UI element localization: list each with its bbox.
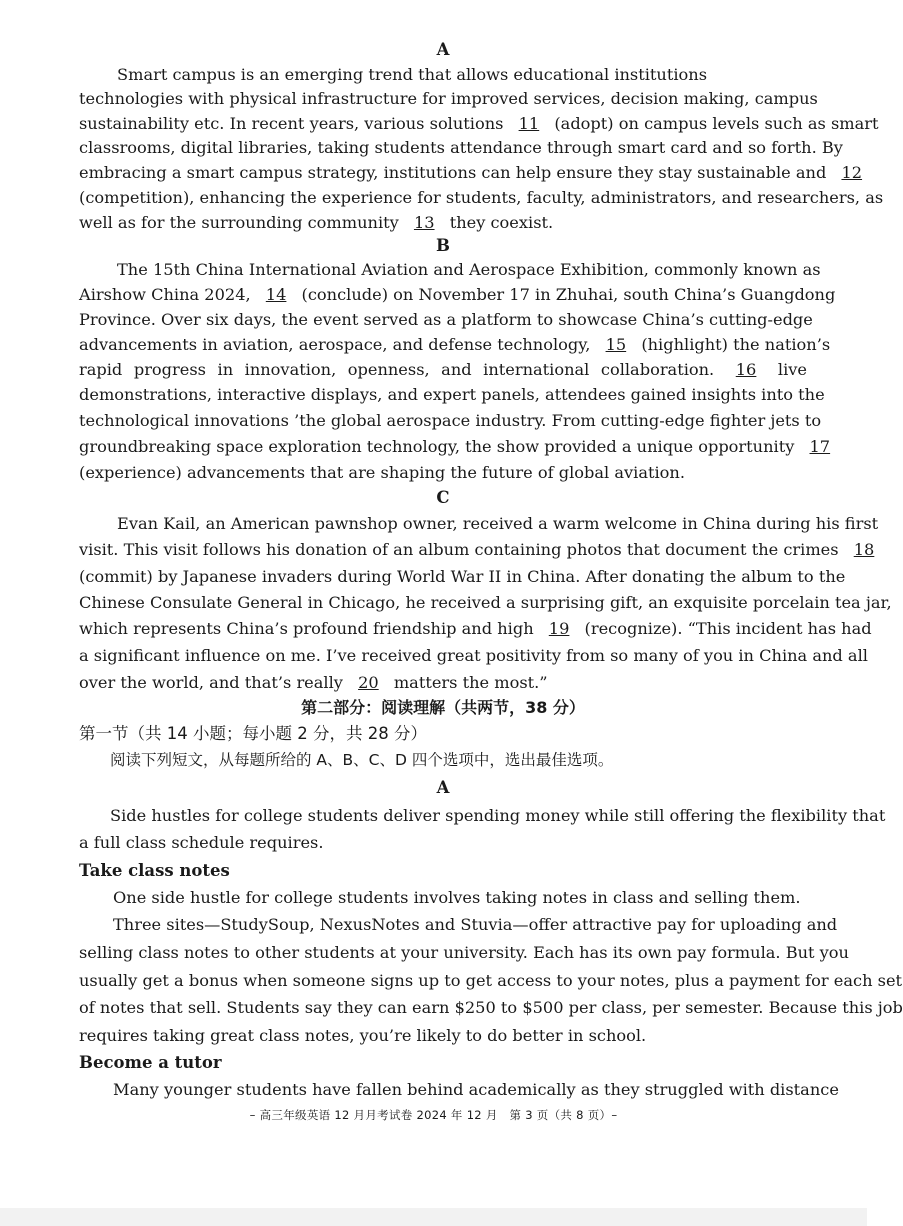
blank-11[interactable]: 11 [518,114,540,133]
reading-a-intro-line: a full class schedule requires. [79,833,324,852]
blank-19[interactable]: 19 [548,619,570,638]
section-c-line: over the world, and that’s really 20 matters the most.” [79,673,548,692]
blank-15[interactable]: 15 [605,335,627,354]
section-c-line: Chinese Consulate General in Chicago, he received a surprising gift, an exquisite porcelain tea jar, [79,593,892,612]
part-two-instruction: 阅读下列短文，从每题所给的 A、B、C、D 四个选项中，选出最佳选项。 [110,751,614,769]
section-a-line: sustainability etc. In recent years, various solutions 11 (adopt) on campus levels such as smart [79,114,879,133]
section-b-line: demonstrations, interactive displays, and expert panels, attendees gained insights into the [79,385,825,404]
section-c-line: visit. This visit follows his donation of an album containing photos that document the crimes 18 [79,540,807,560]
subheading-take-class-notes: Take class notes [79,861,230,880]
section-b-line: technological innovations ’the global aerospace industry. From cutting-edge fighter jets to [79,411,822,430]
section-b-line: advancements in aviation, aerospace, and defense technology, 15 (highlight) the nation’s [79,335,831,354]
reading-a-paragraph-line: One side hustle for college students involves taking notes in class and selling them. [113,888,801,907]
section-b-heading: B [436,236,450,255]
section-b-line: rapid progress in innovation, openness, and international collaboration. 16 live [79,360,807,379]
page-footer: – 高三年级英语 12 月月考试卷 2024 年 12 月 第 3 页（共 8 页）– [249,1108,618,1122]
section-b-line: The 15th China International Aviation and Aerospace Exhibition, commonly known as [117,260,821,279]
reading-a-intro-line: Side hustles for college students deliver spending money while still offering the flexibility that [110,806,886,825]
section-a-heading: A [436,40,450,59]
section-c-line: a significant influence on me. I’ve received great positivity from so many of you in China and all [79,646,868,665]
blank-13[interactable]: 13 [413,213,435,232]
blank-16[interactable]: 16 [735,360,757,379]
section-a-line: well as for the surrounding community 13 they coexist. [79,213,554,232]
section-c-line: Evan Kail, an American pawnshop owner, received a warm welcome in China during his first [117,514,879,533]
section-a-line: classrooms, digital libraries, taking students attendance through smart card and so forth. By [79,138,843,157]
blank-17[interactable]: 17 [809,437,831,456]
reading-a-heading: A [436,778,450,797]
blank-20[interactable]: 20 [358,673,379,692]
part-two-title: 第二部分：阅读理解（共两节，38 分） [301,698,585,717]
reading-a-paragraph-line: Three sites—StudySoup, NexusNotes and Stuvia—offer attractive pay for uploading and [113,915,838,934]
reading-a-paragraph-line: Many younger students have fallen behind academically as they struggled with distance [113,1080,839,1099]
section-b-line: Airshow China 2024, 14 (conclude) on November 17 in Zhuhai, south China’s Guangdong [79,285,836,304]
section-a-line: Smart campus is an emerging trend that allows educational institutions [117,65,707,84]
section-a-line: technologies with physical infrastructure for improved services, decision making, campus [79,89,818,108]
section-b-line: groundbreaking space exploration technology, the show provided a unique opportunity 17 [79,437,807,457]
subheading-become-a-tutor: Become a tutor [79,1053,222,1072]
blank-14[interactable]: 14 [265,285,287,304]
section-c-heading: C [436,488,450,507]
section-a-line: embracing a smart campus strategy, institutions can help ensure they stay sustainable and 12 [79,163,807,183]
section-c-line: which represents China’s profound friendship and high 19 (recognize). “This incident has had [79,619,872,638]
section-b-line: Province. Over six days, the event served as a platform to showcase China’s cutting-edge [79,310,813,329]
reading-a-paragraph-line: usually get a bonus when someone signs up to get access to your notes, plus a payment for each set [79,971,903,990]
reading-a-paragraph-line: of notes that sell. Students say they can earn $250 to $500 per class, per semester. Because this job [79,998,903,1017]
reading-a-paragraph-line: requires taking great class notes, you’re likely to do better in school. [79,1026,647,1045]
blank-18[interactable]: 18 [853,540,875,559]
section-b-line: (experience) advancements that are shaping the future of global aviation. [79,463,685,482]
section-a-line: (competition), enhancing the experience for students, faculty, administrators, and researchers, as [79,188,884,207]
reading-a-paragraph-line: selling class notes to other students at your university. Each has its own pay formula. But you [79,943,849,962]
part-two-section-one: 第一节（共 14 小题；每小题 2 分，共 28 分） [79,724,427,743]
blank-12[interactable]: 12 [841,163,863,182]
scan-bottom-edge [0,1208,867,1226]
section-c-line: (commit) by Japanese invaders during World War II in China. After donating the album to the [79,567,846,586]
